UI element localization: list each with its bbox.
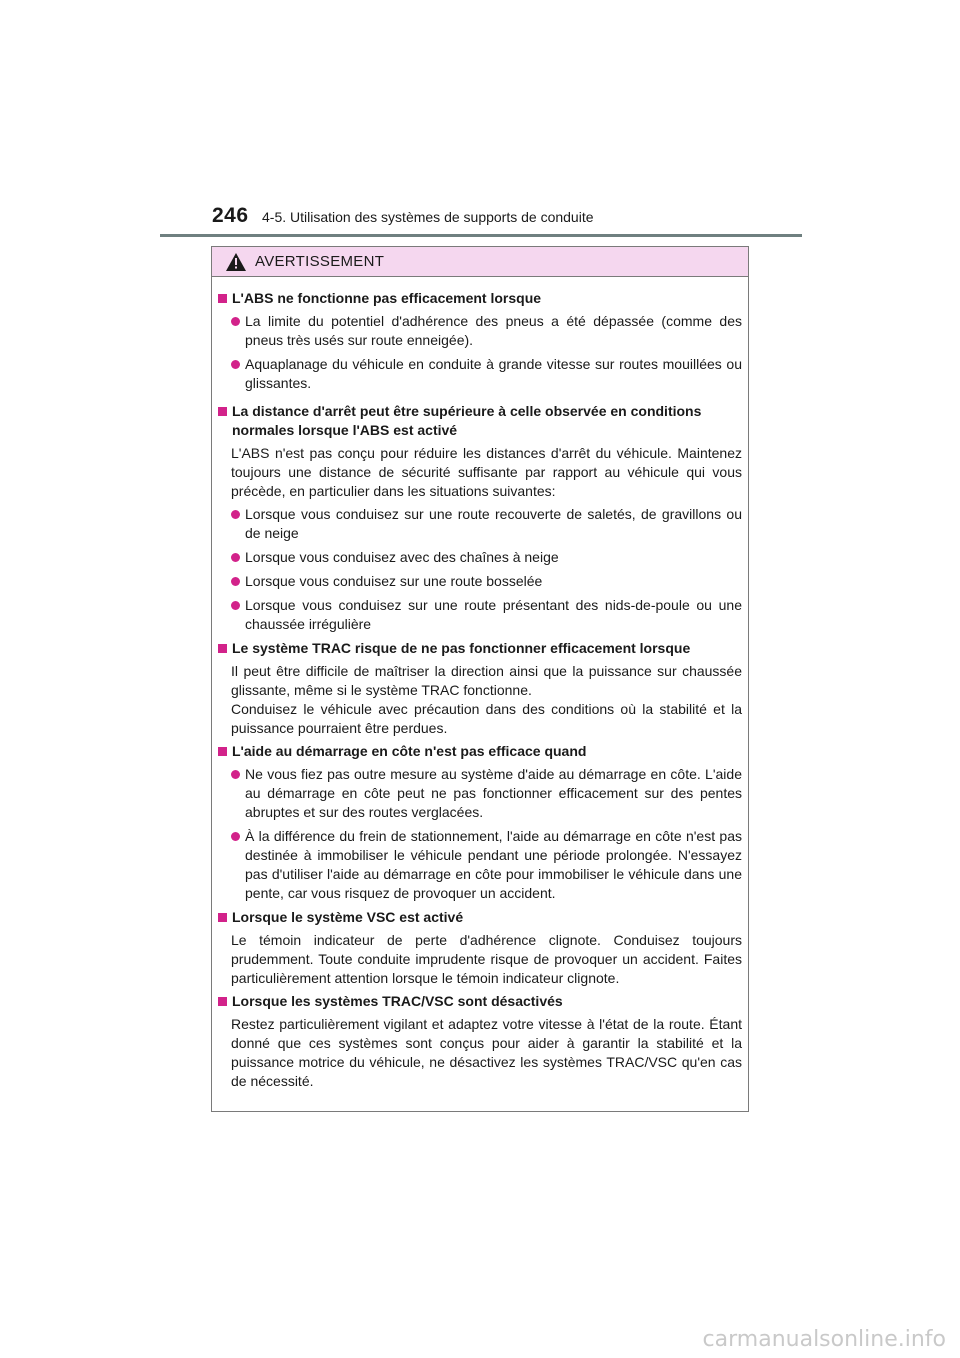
subheading: L'ABS ne fonctionne pas efficacement lorsque [218, 289, 742, 308]
warning-body [212, 277, 748, 1091]
circle-bullet-icon [231, 510, 240, 519]
square-bullet-icon [218, 407, 227, 416]
watermark: carmanualsonline.info [702, 1327, 946, 1352]
circle-bullet-icon [231, 577, 240, 586]
list-item: À la différence du frein de stationnement, l'aide au démarrage en côte n'est pas destinée à immobiliser le véhicule pendant une période prolongée. N'essayez pas d'utiliser l'aide au démarrage en côte pour immobiliser le véhicule dans une pente, car vous risquez de provoquer un accident. [218, 827, 742, 903]
list-item: Lorsque vous conduisez avec des chaînes à neige [218, 548, 742, 567]
warning-title: AVERTISSEMENT [255, 253, 385, 270]
square-bullet-icon [218, 747, 227, 756]
paragraph: Il peut être difficile de maîtriser la direction ainsi que la puissance sur chaussée glissante, même si le système TRAC fonctionne. [231, 663, 742, 698]
section-title: 4-5. Utilisation des systèmes de supports de conduite [262, 209, 594, 225]
square-bullet-icon [218, 294, 227, 303]
paragraph: Restez particulièrement vigilant et adaptez votre vitesse à l'état de la route. Étant donné que ces systèmes sont conçus pour aider à garantir la stabilité et la puissance motrice du véhicule, ne désactivez les systèmes TRAC/VSC qu'en cas de nécessité. [231, 1016, 742, 1089]
circle-bullet-icon [231, 553, 240, 562]
list-item: Ne vous fiez pas outre mesure au système d'aide au démarrage en côte. L'aide au démarrage en côte peut ne pas fonctionner efficacement sur des pentes abruptes et sur des routes verglacées. [218, 765, 742, 822]
warning-box [211, 246, 749, 1112]
list-item: La limite du potentiel d'adhérence des pneus a été dépassée (comme des pneus très usés sur route enneigée). [218, 312, 742, 350]
list-item: Lorsque vous conduisez sur une route recouverte de saletés, de gravillons ou de neige [218, 505, 742, 543]
subheading: Lorsque le système VSC est activé [218, 908, 742, 927]
subheading: La distance d'arrêt peut être supérieure à celle observée en conditions normales lorsque l'ABS est activé [218, 402, 742, 440]
list-item: Lorsque vous conduisez sur une route présentant des nids-de-poule ou une chaussée irrégulière [218, 596, 742, 634]
circle-bullet-icon [231, 360, 240, 369]
circle-bullet-icon [231, 601, 240, 610]
paragraph: Conduisez le véhicule avec précaution dans des conditions où la stabilité et la puissance pourraient être perdues. [231, 701, 742, 736]
square-bullet-icon [218, 644, 227, 653]
square-bullet-icon [218, 913, 227, 922]
square-bullet-icon [218, 997, 227, 1006]
paragraph: Le témoin indicateur de perte d'adhérence clignote. Conduisez toujours prudemment. Toute conduite imprudente risque de provoquer un accident. Faites particulièrement attention lorsque le témoin indicateur clignote. [231, 932, 742, 986]
circle-bullet-icon [231, 832, 240, 841]
header-rule [160, 234, 802, 237]
page-header [212, 204, 802, 234]
circle-bullet-icon [231, 317, 240, 326]
list-item: Aquaplanage du véhicule en conduite à grande vitesse sur routes mouillées ou glissantes. [218, 355, 742, 393]
subheading: Le système TRAC risque de ne pas fonctionner efficacement lorsque [218, 639, 742, 658]
subheading: Lorsque les systèmes TRAC/VSC sont désactivés [218, 992, 742, 1011]
warning-header [212, 247, 748, 277]
warning-triangle-icon [226, 253, 246, 271]
paragraph: L'ABS n'est pas conçu pour réduire les distances d'arrêt du véhicule. Maintenez toujours une distance de sécurité suffisante par rapport au véhicule qui vous précède, en particulier dans les situations suivantes: [231, 445, 742, 499]
subheading: L'aide au démarrage en côte n'est pas efficace quand [218, 742, 742, 761]
circle-bullet-icon [231, 770, 240, 779]
page-number: 246 [212, 204, 249, 227]
list-item: Lorsque vous conduisez sur une route bosselée [218, 572, 742, 591]
